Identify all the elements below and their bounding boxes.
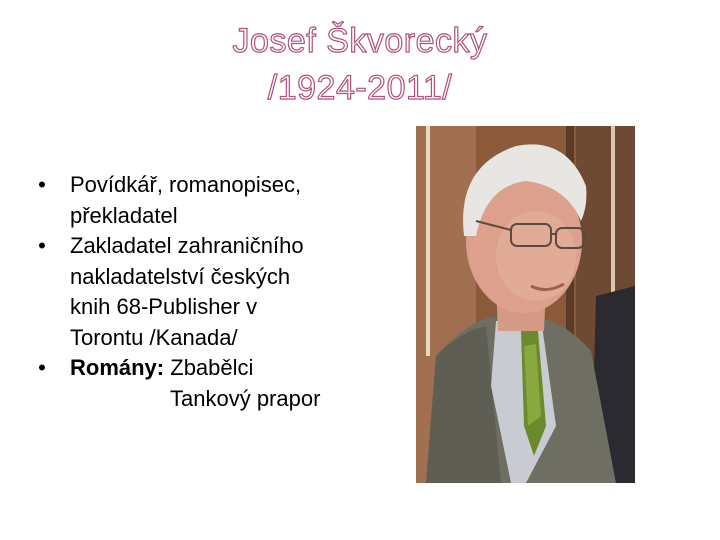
novel-title: Zbabělci xyxy=(170,355,254,380)
bullet-line: překladatel xyxy=(70,202,178,228)
portrait-photo xyxy=(416,126,635,483)
novel-title-second: Tankový prapor xyxy=(170,385,321,411)
title-name: Josef Škvorecký xyxy=(232,22,488,60)
bullet-icon: • xyxy=(38,355,46,380)
bullet-icon: • xyxy=(38,172,46,197)
bullet-line: Torontu /Kanada/ xyxy=(70,324,238,350)
novels-line xyxy=(70,353,392,384)
bullet-line: nakladatelství českých xyxy=(70,263,291,289)
bullet-line: Zakladatel zahraničního xyxy=(70,233,304,258)
portrait-photo-image xyxy=(416,126,635,483)
title-years: /1924-2011/ xyxy=(267,69,453,107)
novels-label: Romány: xyxy=(70,355,165,380)
bullet-line: knih 68-Publisher v xyxy=(70,294,258,319)
bullet-line: Povídkář, romanopisec, xyxy=(70,172,302,197)
bullet-list xyxy=(32,170,392,414)
bullet-publisher xyxy=(32,231,392,353)
bullet-novels xyxy=(32,353,392,384)
slide-title xyxy=(0,18,720,112)
bullet-occupation xyxy=(32,170,392,231)
bullet-icon: • xyxy=(38,233,46,258)
